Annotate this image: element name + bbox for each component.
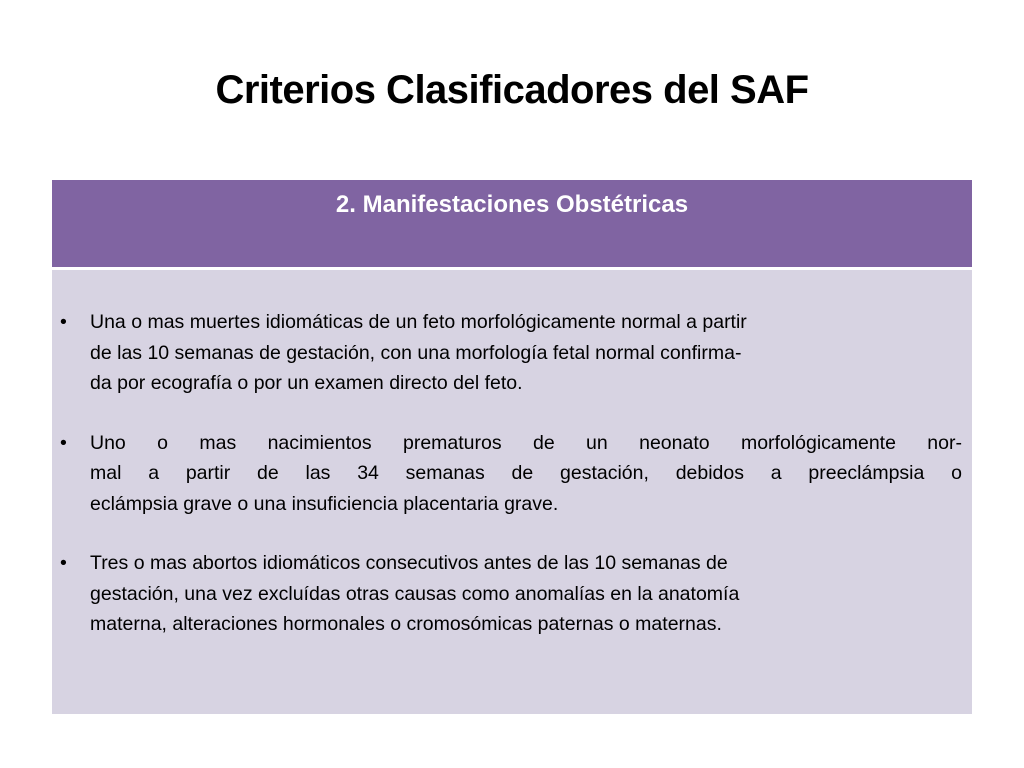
bullet-line: de las 10 semanas de gestación, con una morfología fetal normal confirma- xyxy=(90,341,742,364)
bullet-line: mal a partir de las 34 semanas de gestación, debidos a preeclámpsia o xyxy=(90,462,962,484)
bullet-line: Una o mas muertes idiomáticas de un feto morfológicamente normal a partir xyxy=(90,311,747,333)
bullet-icon: • xyxy=(60,311,67,333)
bullet-line: materna, alteraciones hormonales o cromosómicas paternas o maternas. xyxy=(90,613,722,635)
bullet-line: eclámpsia grave o una insuficiencia placentaria grave. xyxy=(90,492,559,515)
list-item xyxy=(60,548,962,640)
bullet-line: gestación, una vez excluídas otras causas como anomalías en la anatomía xyxy=(90,582,740,605)
list-item xyxy=(60,307,962,399)
criteria-table xyxy=(52,180,972,714)
bullet-text xyxy=(90,548,962,640)
bullet-text xyxy=(90,428,962,520)
bullet-line: Uno o mas nacimientos prematuros de un neonato morfológicamente nor- xyxy=(90,431,962,454)
bullet-icon: • xyxy=(60,552,67,574)
bullet-text xyxy=(90,307,962,399)
slide-title: Criterios Clasificadores del SAF xyxy=(215,68,809,112)
bullet-line: da por ecografía o por un examen directo del feto. xyxy=(90,372,523,394)
table-body xyxy=(52,270,972,714)
bullet-line: Tres o mas abortos idiomáticos consecutivos antes de las 10 semanas de xyxy=(90,552,728,574)
table-header: 2. Manifestaciones Obstétricas xyxy=(52,180,972,270)
bullet-icon: • xyxy=(60,431,67,454)
list-item xyxy=(60,428,962,520)
